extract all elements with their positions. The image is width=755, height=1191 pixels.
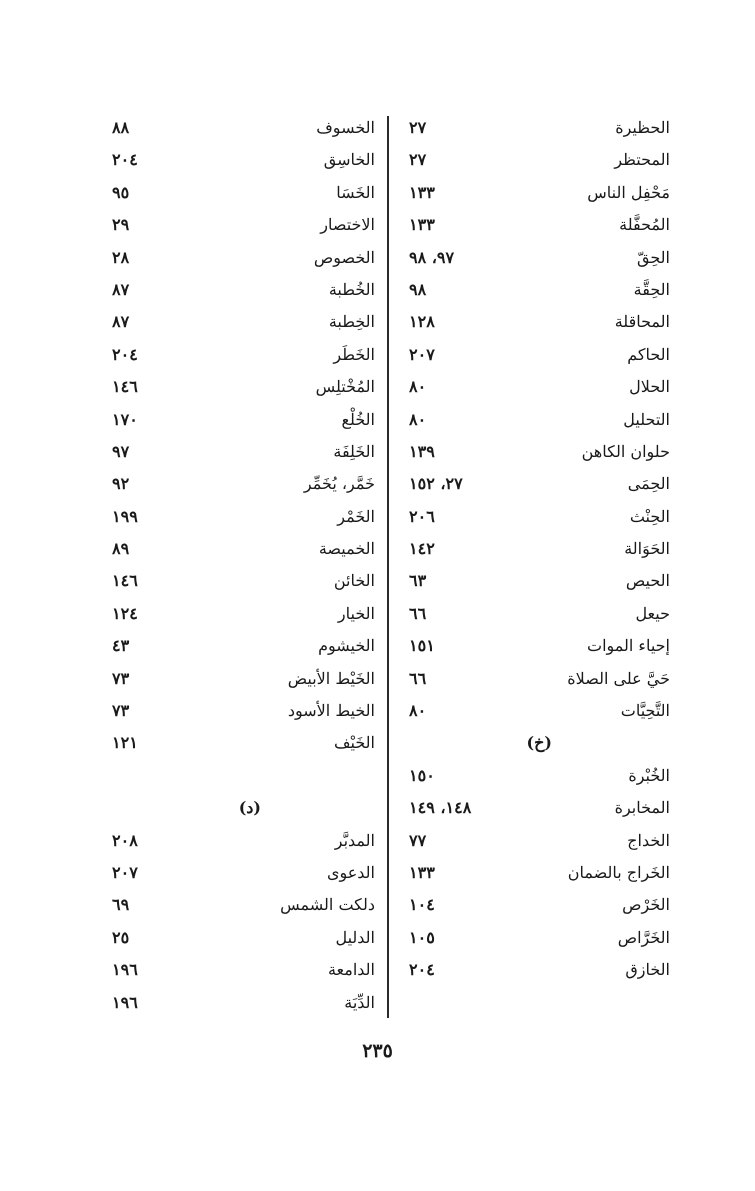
index-term: الحَوَالة bbox=[624, 539, 670, 559]
section-heading-label: (د) bbox=[238, 798, 261, 818]
index-term: الحِنْث bbox=[629, 506, 670, 526]
index-entry bbox=[112, 112, 375, 144]
index-entry bbox=[112, 371, 375, 403]
index-page-refs: ٨٧ bbox=[112, 312, 130, 332]
index-entry bbox=[395, 468, 670, 500]
index-entry bbox=[395, 371, 670, 403]
index-entry bbox=[395, 695, 670, 727]
index-term: حلوان الكاهن bbox=[581, 441, 670, 461]
index-page-refs: ١٣٣ bbox=[409, 862, 435, 882]
index-entry bbox=[395, 306, 670, 338]
index-term: الحِقّ bbox=[637, 247, 670, 267]
index-page-refs: ٢٠٧ bbox=[409, 344, 435, 364]
index-page-refs: ١٤٦ bbox=[112, 571, 138, 591]
index-term: الخيشوم bbox=[318, 636, 375, 656]
index-term: الخَراج بالضمان bbox=[567, 862, 670, 882]
index-term: الخازق bbox=[625, 960, 670, 980]
index-term: الدعوى bbox=[326, 862, 375, 882]
index-page-refs: ١٠٥ bbox=[409, 927, 435, 947]
index-term: الخَرَّاص bbox=[617, 927, 670, 947]
index-page-refs: ١٤٨، ١٤٩ bbox=[409, 798, 472, 818]
index-entry bbox=[112, 177, 375, 209]
index-entry bbox=[395, 274, 670, 306]
index-page-refs: ٤٣ bbox=[112, 636, 130, 656]
index-term: الخائن bbox=[333, 571, 375, 591]
index-page-refs: ٦٦ bbox=[409, 603, 427, 623]
index-entry bbox=[112, 339, 375, 371]
index-entry bbox=[112, 987, 375, 1019]
index-term: خَمَّر، يُخَمِّر bbox=[303, 474, 375, 494]
index-entry bbox=[395, 889, 670, 921]
index-page-refs: ١٩٩ bbox=[112, 506, 138, 526]
index-page-refs: ١٢١ bbox=[112, 733, 138, 753]
section-heading-kha bbox=[395, 727, 670, 759]
index-term: الاختصار bbox=[320, 215, 375, 235]
index-entry bbox=[112, 825, 375, 857]
index-page-refs: ٨٧ bbox=[112, 279, 130, 299]
index-term: الخُلْع bbox=[341, 409, 375, 429]
index-term: الدِّيَة bbox=[344, 992, 375, 1012]
index-entry bbox=[112, 663, 375, 695]
index-entry bbox=[112, 501, 375, 533]
section-heading-dal bbox=[112, 792, 375, 824]
section-gap bbox=[112, 760, 375, 792]
index-entry bbox=[112, 404, 375, 436]
index-page-refs: ٩٢ bbox=[112, 474, 130, 494]
index-page-refs: ٢٠٦ bbox=[409, 506, 435, 526]
index-page-refs: ٢٨ bbox=[112, 247, 130, 267]
index-page-refs: ٧٣ bbox=[112, 701, 130, 721]
index-entry bbox=[395, 404, 670, 436]
index-entry bbox=[112, 727, 375, 759]
index-page-refs: ١٤٦ bbox=[112, 377, 138, 397]
index-page-refs: ١٧٠ bbox=[112, 409, 138, 429]
index-entry bbox=[112, 695, 375, 727]
index-entry bbox=[395, 242, 670, 274]
index-term: الحاكم bbox=[627, 344, 670, 364]
page-number: ٢٣٥ bbox=[362, 1040, 393, 1062]
index-page-refs: ١٩٦ bbox=[112, 960, 138, 980]
index-page-refs: ٢٠٤ bbox=[112, 344, 138, 364]
index-entry bbox=[112, 598, 375, 630]
index-entry bbox=[395, 663, 670, 695]
index-term: إحياء الموات bbox=[587, 636, 670, 656]
index-entry bbox=[112, 630, 375, 662]
index-page-refs: ١٢٨ bbox=[409, 312, 435, 332]
index-page-refs: ٦٩ bbox=[112, 895, 130, 915]
index-page-refs: ٧٧ bbox=[409, 830, 427, 850]
index-page-refs: ١٣٣ bbox=[409, 215, 435, 235]
index-term: التَّحِيَّات bbox=[620, 701, 670, 721]
index-entry bbox=[112, 209, 375, 241]
index-entry bbox=[112, 242, 375, 274]
index-page-refs: ١٥٠ bbox=[409, 765, 435, 785]
index-page-refs: ٢٠٤ bbox=[112, 150, 138, 170]
index-term: الخَرْص bbox=[622, 895, 670, 915]
index-term: الدامعة bbox=[327, 960, 375, 980]
index-entry bbox=[395, 922, 670, 954]
index-entry bbox=[395, 339, 670, 371]
index-page-refs: ٩٨ bbox=[409, 279, 427, 299]
index-entry bbox=[395, 112, 670, 144]
index-page-refs: ٢٠٧ bbox=[112, 862, 138, 882]
index-page-refs: ٩٧ bbox=[112, 441, 130, 461]
index-term: الخُبْرة bbox=[628, 765, 670, 785]
index-term: الخَطَر bbox=[333, 344, 375, 364]
index-page-refs: ٩٧، ٩٨ bbox=[409, 247, 455, 267]
index-term: الحلال bbox=[629, 377, 670, 397]
index-term: الخَلِفَة bbox=[333, 441, 375, 461]
index-term: الخسوف bbox=[316, 118, 375, 137]
section-heading-label: (خ) bbox=[526, 733, 552, 753]
index-page-refs: ٢٠٨ bbox=[112, 830, 138, 850]
index-page-refs: ٢٩ bbox=[112, 215, 130, 235]
index-term: الخيار bbox=[337, 603, 375, 623]
index-term: حَيَّ على الصلاة bbox=[567, 668, 670, 688]
index-page-refs: ٢٠٤ bbox=[409, 960, 435, 980]
index-entry bbox=[395, 501, 670, 533]
index-term: الخِطبة bbox=[328, 312, 375, 332]
index-page-refs: ٢٧، ١٥٢ bbox=[409, 474, 463, 494]
index-term: المُخْتلِس bbox=[315, 377, 375, 397]
index-term: الخَسَا bbox=[336, 182, 375, 202]
index-page-refs: ٨٩ bbox=[112, 539, 130, 559]
index-page-refs: ٢٧ bbox=[409, 150, 427, 170]
index-page-refs: ١٤٢ bbox=[409, 539, 435, 559]
index-entry bbox=[395, 598, 670, 630]
index-entry bbox=[112, 436, 375, 468]
index-term: الخَيْط الأبيض bbox=[287, 668, 375, 688]
index-entry bbox=[395, 565, 670, 597]
index-page-refs: ١٥١ bbox=[409, 636, 435, 656]
index-page-refs: ٢٧ bbox=[409, 118, 427, 137]
index-entry bbox=[395, 144, 670, 176]
index-page-refs: ١٠٤ bbox=[409, 895, 435, 915]
index-entry bbox=[395, 760, 670, 792]
index-entry bbox=[112, 889, 375, 921]
index-entry bbox=[112, 922, 375, 954]
index-term: الخصوص bbox=[313, 247, 375, 267]
index-column-left bbox=[112, 112, 375, 1019]
index-page-refs: ٨٠ bbox=[409, 377, 427, 397]
index-entry bbox=[395, 857, 670, 889]
index-page-refs: ٨٨ bbox=[112, 118, 130, 137]
index-term: المخابرة bbox=[614, 798, 670, 818]
index-term: المحاقلة bbox=[614, 312, 670, 332]
index-entry bbox=[395, 954, 670, 986]
index-page-refs: ٧٣ bbox=[112, 668, 130, 688]
index-term: الخميصة bbox=[318, 539, 375, 559]
index-term: الحِقَّة bbox=[633, 279, 670, 299]
index-term: الخيط الأسود bbox=[287, 701, 375, 721]
column-divider bbox=[387, 116, 389, 1018]
index-entry bbox=[112, 565, 375, 597]
index-page-refs: ١٢٤ bbox=[112, 603, 138, 623]
index-term: الخَمْر bbox=[337, 506, 375, 526]
index-entry bbox=[112, 306, 375, 338]
index-term: الحظيرة bbox=[615, 118, 670, 137]
index-page-refs: ٨٠ bbox=[409, 701, 427, 721]
index-term: الخاسِق bbox=[323, 150, 375, 170]
index-page-refs: ١٣٩ bbox=[409, 441, 435, 461]
index-term: الخداج bbox=[627, 830, 670, 850]
index-term: دلكت الشمس bbox=[280, 895, 375, 915]
index-page-refs: ٨٠ bbox=[409, 409, 427, 429]
index-page-refs: ٦٦ bbox=[409, 668, 427, 688]
index-term: حيعل bbox=[635, 603, 670, 623]
index-term: التحليل bbox=[623, 409, 670, 429]
index-term: الحيص bbox=[625, 571, 670, 591]
index-entry bbox=[395, 209, 670, 241]
index-page-refs: ٦٣ bbox=[409, 571, 427, 591]
index-page-refs: ١٩٦ bbox=[112, 992, 138, 1012]
index-term: مَحْفِل الناس bbox=[587, 182, 670, 202]
index-entry bbox=[395, 533, 670, 565]
index-column-right bbox=[395, 112, 670, 987]
index-entry bbox=[395, 792, 670, 824]
index-page-refs: ٢٥ bbox=[112, 927, 130, 947]
index-entry bbox=[112, 144, 375, 176]
index-term: الخُطبة bbox=[328, 279, 375, 299]
index-term: المحتظر bbox=[614, 150, 670, 170]
index-page-refs: ١٣٣ bbox=[409, 182, 435, 202]
index-entry bbox=[112, 274, 375, 306]
index-term: المدبَّر bbox=[334, 830, 375, 850]
index-entry bbox=[112, 468, 375, 500]
index-entry bbox=[395, 630, 670, 662]
index-entry bbox=[112, 954, 375, 986]
index-entry bbox=[112, 857, 375, 889]
index-page-refs: ٩٥ bbox=[112, 182, 130, 202]
index-term: الحِمَى bbox=[627, 474, 670, 494]
index-entry bbox=[112, 533, 375, 565]
index-entry bbox=[395, 825, 670, 857]
index-entry bbox=[395, 436, 670, 468]
index-entry bbox=[395, 177, 670, 209]
index-term: المُحفَّلة bbox=[619, 215, 670, 235]
index-term: الخَيْف bbox=[333, 733, 375, 753]
index-term: الدليل bbox=[335, 927, 375, 947]
